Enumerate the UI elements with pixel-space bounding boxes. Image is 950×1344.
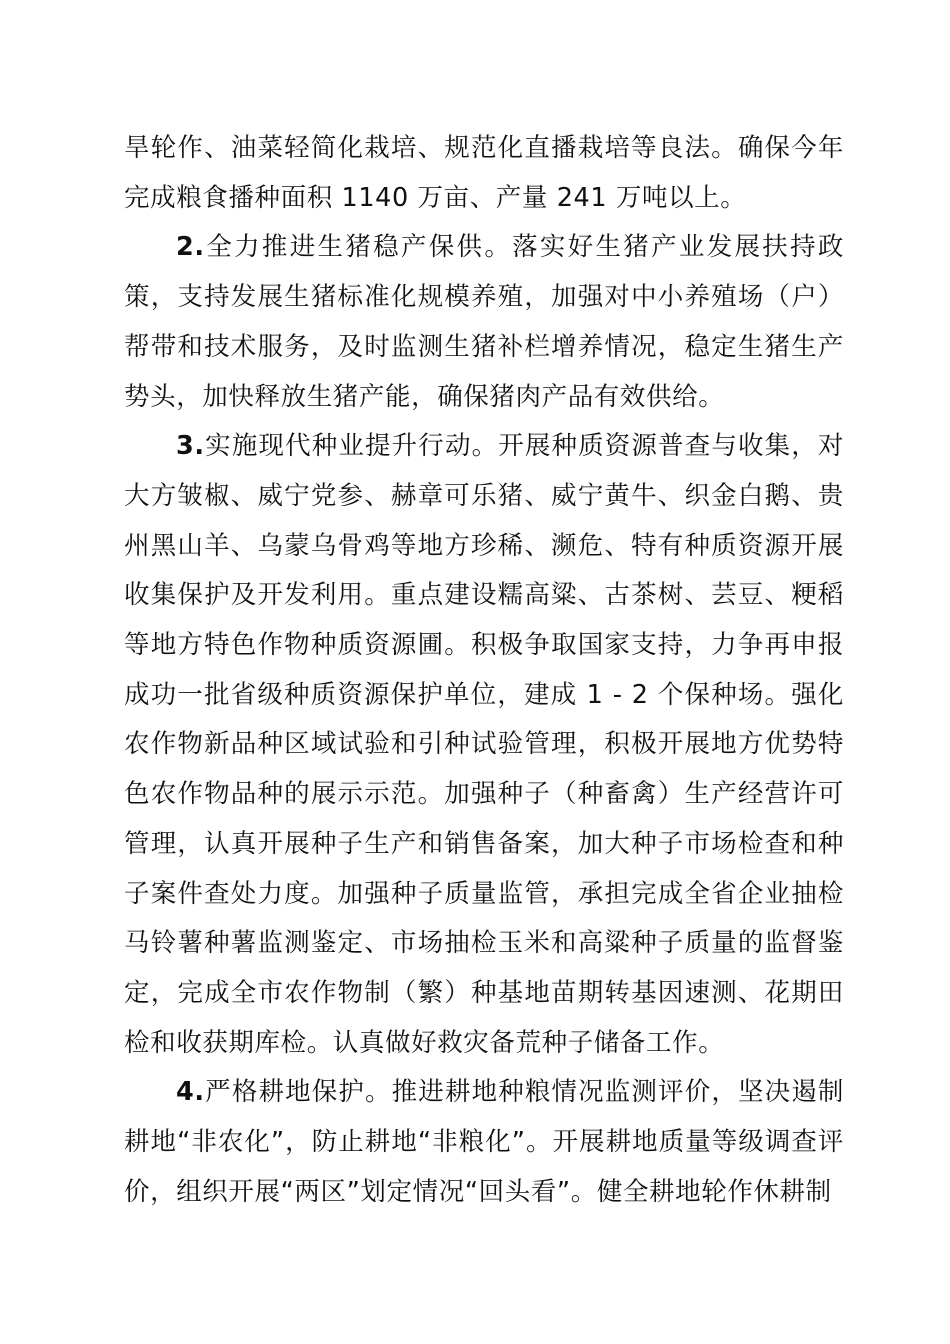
paragraph-item-3 <box>124 422 844 1068</box>
item-number: 4. <box>176 1077 205 1108</box>
paragraph-item-4 <box>124 1068 844 1217</box>
item-number: 2. <box>176 232 205 263</box>
paragraph-text: 严格耕地保护。推进耕地种粮情况监测评价，坚决遏制耕地“非农化”，防止耕地“非粮化”。开展耕地质量等级调查评价，组织开展“两区”划定情况“回头看”。健全耕地轮作休耕制 <box>124 1077 844 1207</box>
item-number: 3. <box>176 431 205 462</box>
paragraph-text: 全力推进生猪稳产保供。落实好生猪产业发展扶持政策，支持发展生猪标准化规模养殖，加强对中小养殖场（户）帮带和技术服务，及时监测生猪补栏增养情况，稳定生猪生产势头，加快释放生猪产能，确保猪肉产品有效供给。 <box>124 232 844 412</box>
paragraph-text: 旱轮作、油菜轻简化栽培、规范化直播栽培等良法。确保今年完成粮食播种面积 1140 万亩、产量 241 万吨以上。 <box>124 133 844 213</box>
paragraph-item-2 <box>124 223 844 422</box>
paragraph-text: 实施现代种业提升行动。开展种质资源普查与收集，对大方皱椒、威宁党参、赫章可乐猪、威宁黄牛、织金白鹅、贵州黑山羊、乌蒙乌骨鸡等地方珍稀、濒危、特有种质资源开展收集保护及开发利用。重点建设糯高粱、古茶树、芸豆、粳稻等地方特色作物种质资源圃。积极争取国家支持，力争再申报成功一批省级种质资源保护单位，建成 1 - 2 个保种场。强化农作物新品种区域试验和引种试验管理，积极开展地方优势特色农作物品种的展示示范。加强种子（种畜禽）生产经营许可管理，认真开展种子生产和销售备案，加大种子市场检查和种子案件查处力度。加强种子质量监管，承担完成全省企业抽检马铃薯种薯监测鉴定、市场抽检玉米和高粱种子质量的监督鉴定，完成全市农作物制（繁）种基地苗期转基因速测、花期田检和收获期库检。认真做好救灾备荒种子储备工作。 <box>124 431 844 1058</box>
paragraph-continued <box>124 124 844 223</box>
body-text <box>124 124 844 1217</box>
